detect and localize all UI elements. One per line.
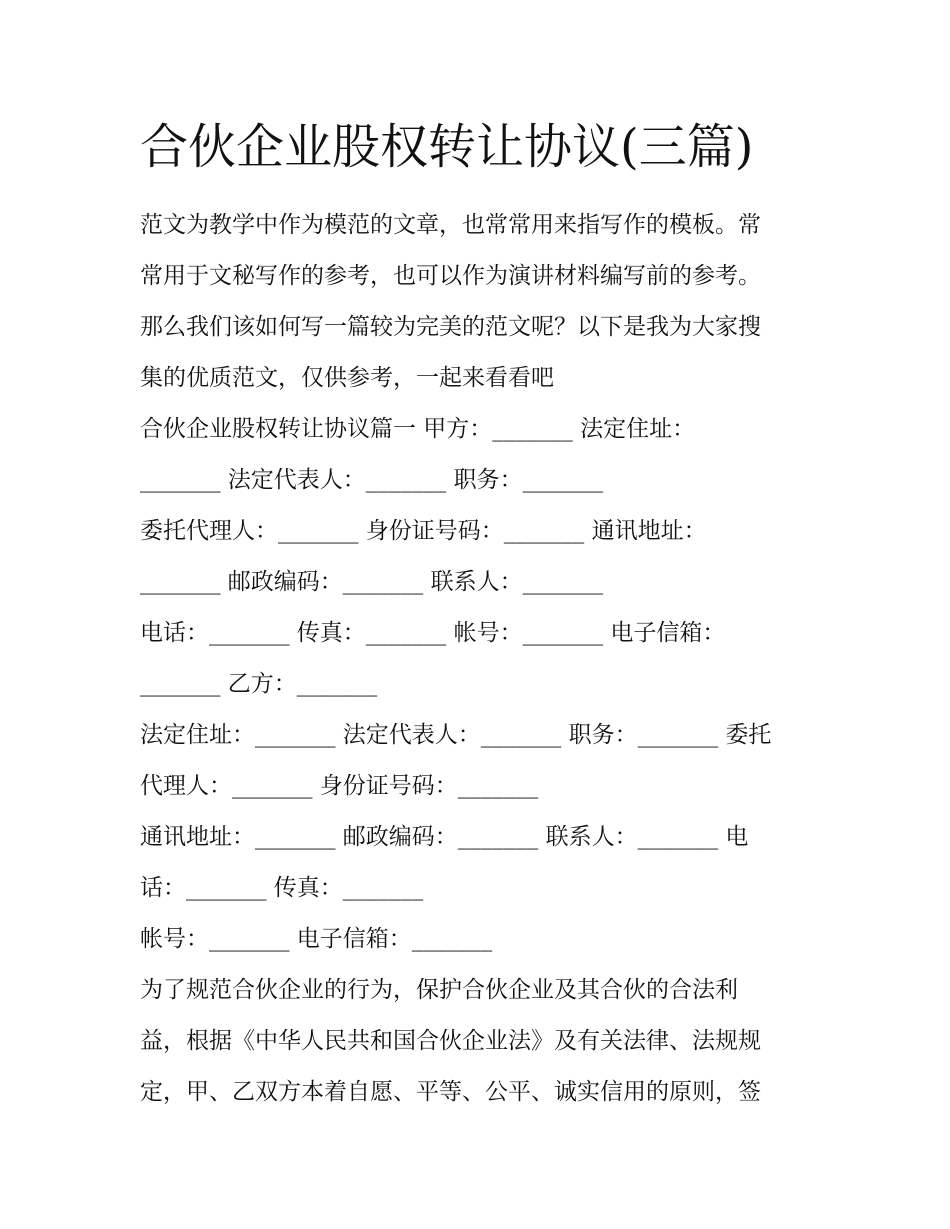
text-line: 帐号：_______ 电子信箱：_______ — [140, 926, 493, 952]
text-line: _______ 法定代表人：_______ 职务：_______ — [140, 467, 604, 493]
text-line: 话：_______ 传真：_______ — [140, 875, 424, 901]
text-line: _______ 乙方：_______ — [140, 671, 378, 697]
text-line: 集的优质范文，仅供参考，一起来看看吧 — [140, 365, 554, 391]
text-line: 电话：_______ 传真：_______ 帐号：_______ 电子信箱： — [140, 620, 726, 646]
text-line: 为了规范合伙企业的行为，保护合伙企业及其合伙的合法利 — [140, 977, 738, 1003]
text-line: 通讯地址：_______ 邮政编码：_______ 联系人：_______ 电 — [140, 824, 749, 850]
text-line: 定，甲、乙双方本着自愿、平等、公平、诚实信用的原则，签 — [140, 1079, 761, 1105]
document-title: 合伙企业股权转让协议(三篇) — [140, 119, 754, 175]
text-line: 合伙企业股权转让协议篇一 甲方：_______ 法定住址： — [140, 416, 696, 442]
text-line: _______ 邮政编码：_______ 联系人：_______ — [140, 569, 604, 595]
text-line: 委托代理人：_______ 身份证号码：_______ 通讯地址： — [140, 518, 707, 544]
document-body — [140, 200, 820, 1118]
text-line: 代理人：_______ 身份证号码：_______ — [140, 773, 539, 799]
text-line: 法定住址：_______ 法定代表人：_______ 职务：_______ 委托 — [140, 722, 772, 748]
text-line: 益，根据《中华人民共和国合伙企业法》及有关法律、法规规 — [140, 1028, 761, 1054]
text-line: 范文为教学中作为模范的文章，也常常用来指写作的模板。常 — [140, 212, 761, 238]
text-line: 常用于文秘写作的参考，也可以作为演讲材料编写前的参考。 — [140, 263, 761, 289]
text-line: 那么我们该如何写一篇较为完美的范文呢？以下是我为大家搜 — [140, 314, 761, 340]
